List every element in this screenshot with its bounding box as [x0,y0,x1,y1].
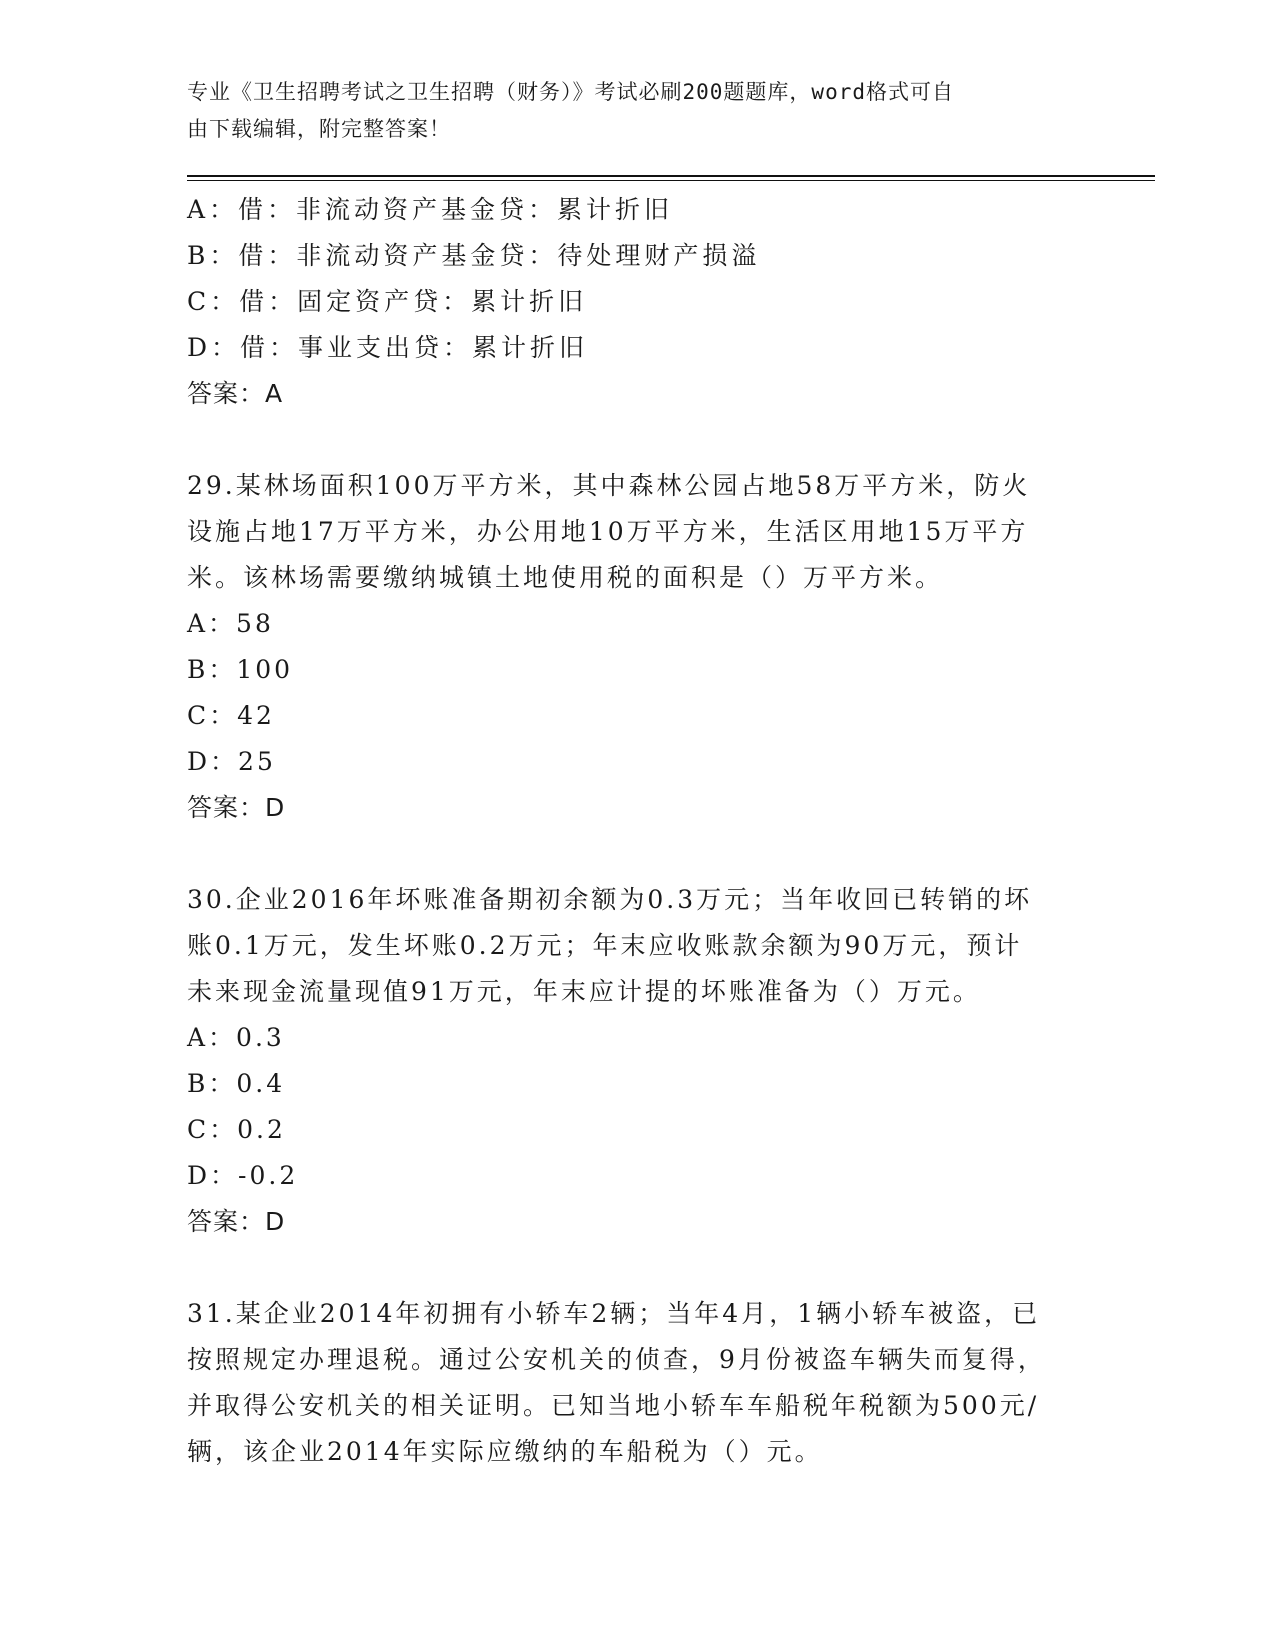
question-30-block [187,877,1087,1244]
question-31-line-3: 并取得公安机关的相关证明。已知当地小轿车车船税年税额为500元/ [187,1391,1040,1420]
option-a: A：58 [187,609,274,638]
question-31-line-2: 按照规定办理退税。通过公安机关的侦查，9月份被盗车辆失而复得， [187,1345,1046,1374]
spacer [187,1244,1087,1291]
option-c: C：42 [187,701,275,730]
question-29-line-2: 设施占地17万平方米，办公用地10万平方米，生活区用地15万平方 [187,517,1029,546]
option-b: B：借：非流动资产基金贷：待处理财产损溢 [187,241,761,270]
question-31-block [187,1291,1087,1475]
header-divider-thick [187,175,1155,177]
question-28-block [187,187,1087,416]
question-29-block [187,463,1087,830]
header-divider-thin [187,180,1155,181]
option-d: D：借：事业支出贷：累计折旧 [187,333,589,362]
document-content [187,187,1087,1475]
answer-30: 答案：D [187,1207,286,1236]
option-a: A：借：非流动资产基金贷：累计折旧 [187,195,674,224]
document-header [187,74,1067,148]
option-b: B：0.4 [187,1069,286,1098]
question-31-line-1: 31.某企业2014年初拥有小轿车2辆；当年4月，1辆小轿车被盗，已 [187,1299,1041,1328]
option-a: A：0.3 [187,1023,285,1052]
option-c: C：0.2 [187,1115,286,1144]
question-30-line-2: 账0.1万元，发生坏账0.2万元；年末应收账款余额为90万元，预计 [187,931,1023,960]
question-31-line-4: 辆，该企业2014年实际应缴纳的车船税为（）元。 [187,1437,823,1466]
answer-29: 答案：D [187,793,286,822]
option-d: D：25 [187,747,276,776]
option-c: C：借：固定资产贷：累计折旧 [187,287,588,316]
spacer [187,416,1087,463]
question-29-line-3: 米。该林场需要缴纳城镇土地使用税的面积是（）万平方米。 [187,563,944,592]
answer-28: 答案：A [187,379,284,408]
option-d: D：-0.2 [187,1161,299,1190]
question-29-line-1: 29.某林场面积100万平方米，其中森林公园占地58万平方米，防火 [187,471,1031,500]
spacer [187,830,1087,877]
option-b: B：100 [187,655,294,684]
header-line-1: 专业《卫生招聘考试之卫生招聘（财务）》考试必刷200题题库，word格式可自 [187,80,954,104]
header-line-2: 由下载编辑，附完整答案！ [187,117,451,141]
question-30-line-3: 未来现金流量现值91万元，年末应计提的坏账准备为（）万元。 [187,977,981,1006]
question-30-line-1: 30.企业2016年坏账准备期初余额为0.3万元；当年收回已转销的坏 [187,885,1033,914]
